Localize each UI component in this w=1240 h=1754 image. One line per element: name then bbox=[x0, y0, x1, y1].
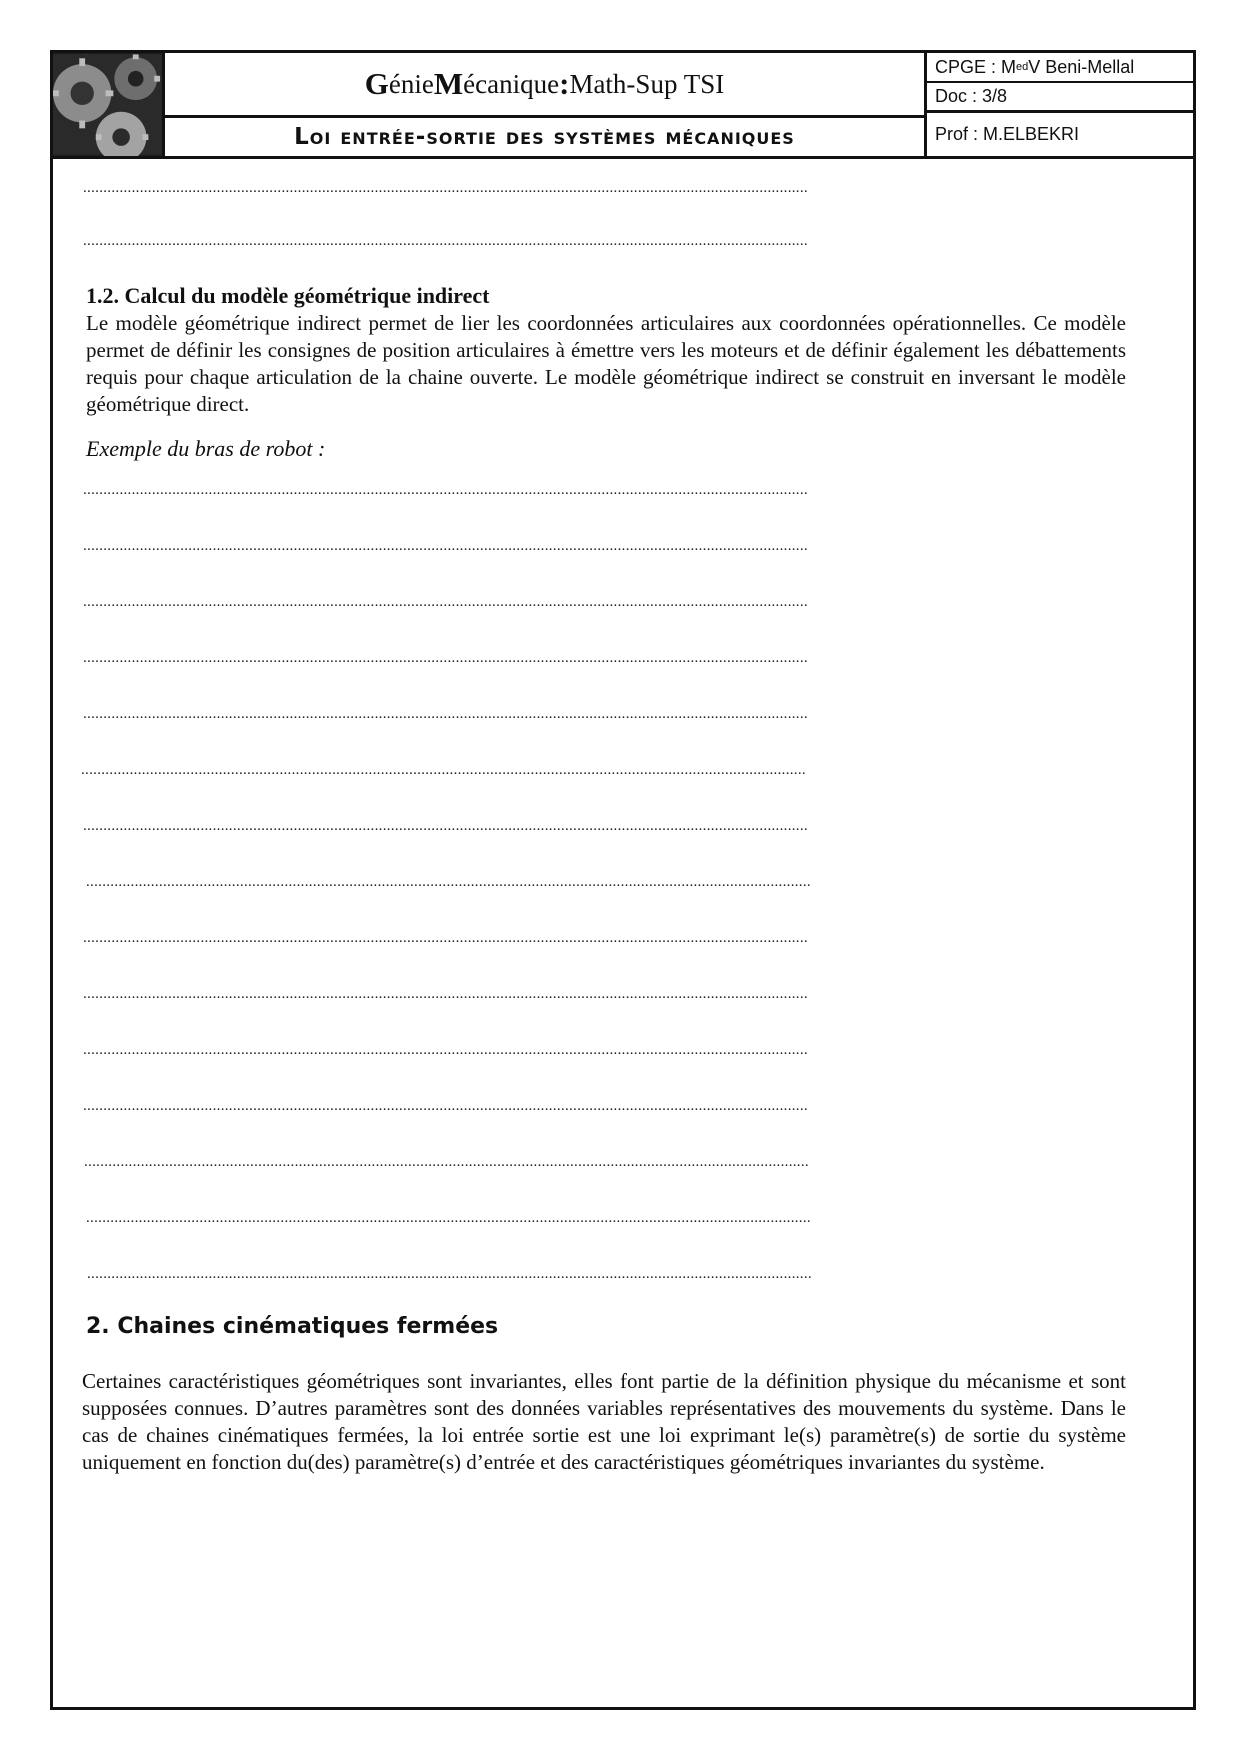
document-header bbox=[53, 53, 1193, 159]
doc-number: Doc : 3/8 bbox=[927, 83, 1193, 113]
answer-line: ................................................................................................................................................................................... bbox=[83, 483, 808, 497]
answer-line: ................................................................................................................................................................................... bbox=[83, 931, 808, 945]
answer-line: ................................................................................................................................................................................... bbox=[83, 1043, 808, 1057]
answer-line: ................................................................................................................................................................................... bbox=[83, 234, 808, 248]
answer-line: ................................................................................................................................................................................... bbox=[84, 1155, 809, 1169]
document-body bbox=[53, 159, 1193, 1707]
gears-image bbox=[53, 53, 162, 156]
answer-line: ................................................................................................................................................................................... bbox=[83, 707, 808, 721]
answer-line: ................................................................................................................................................................................... bbox=[83, 651, 808, 665]
answer-line: ................................................................................................................................................................................... bbox=[86, 875, 811, 889]
answer-line: ................................................................................................................................................................................... bbox=[83, 1099, 808, 1113]
section-1-2-title: 1.2. Calcul du modèle géométrique indirect bbox=[86, 283, 490, 308]
answer-line: ................................................................................................................................................................................... bbox=[81, 763, 806, 777]
document-subtitle: Loi entrée-sortie des systèmes mécaniques bbox=[294, 124, 795, 150]
answer-line: ................................................................................................................................................................................... bbox=[83, 595, 808, 609]
answer-line: ................................................................................................................................................................................... bbox=[83, 819, 808, 833]
page-frame bbox=[50, 50, 1196, 1710]
header-info bbox=[924, 53, 1193, 156]
gears-logo bbox=[53, 53, 165, 156]
section-1-2-paragraph: Le modèle géométrique indirect permet de lier les coordonnées articulaires aux coordonnées opérationnelles. Ce modèle permet de définir les consignes de position articulaires à émettre vers les moteurs et de définir également les débattements requis pour chaque articulation de la chaine ouverte. Le modèle géométrique indirect se construit en inversant le modèle géométrique direct. bbox=[86, 311, 1126, 416]
answer-line: ................................................................................................................................................................................... bbox=[87, 1267, 812, 1281]
section-2-title: 2. Chaines cinématiques fermées bbox=[86, 1314, 499, 1339]
answer-line: ................................................................................................................................................................................... bbox=[83, 181, 808, 195]
example-label: Exemple du bras de robot : bbox=[86, 436, 326, 461]
professor-name: Prof : M.ELBEKRI bbox=[935, 124, 1080, 144]
answer-line: ................................................................................................................................................................................... bbox=[83, 987, 808, 1001]
section-2-paragraph: Certaines caractéristiques géométriques sont invariantes, elles font partie de la définition physique du mécanisme et sont supposées connues. D’autres paramètres sont des données variables représentatives des mouvements du système. Dans le cas de chaines cinématiques fermées, la loi entrée sortie est une loi exprimant le(s) paramètre(s) de sortie du système uniquement en fonction du(des) paramètre(s) d’entrée et des caractéristiques géométriques invariantes du système. bbox=[82, 1369, 1126, 1474]
answer-line: ................................................................................................................................................................................... bbox=[86, 1211, 811, 1225]
answer-line: ................................................................................................................................................................................... bbox=[83, 539, 808, 553]
course-title: G énie M écanique : Math-Sup TSI bbox=[165, 53, 924, 118]
school-name: CPGE : M ed V Beni-Mellal bbox=[927, 53, 1193, 83]
